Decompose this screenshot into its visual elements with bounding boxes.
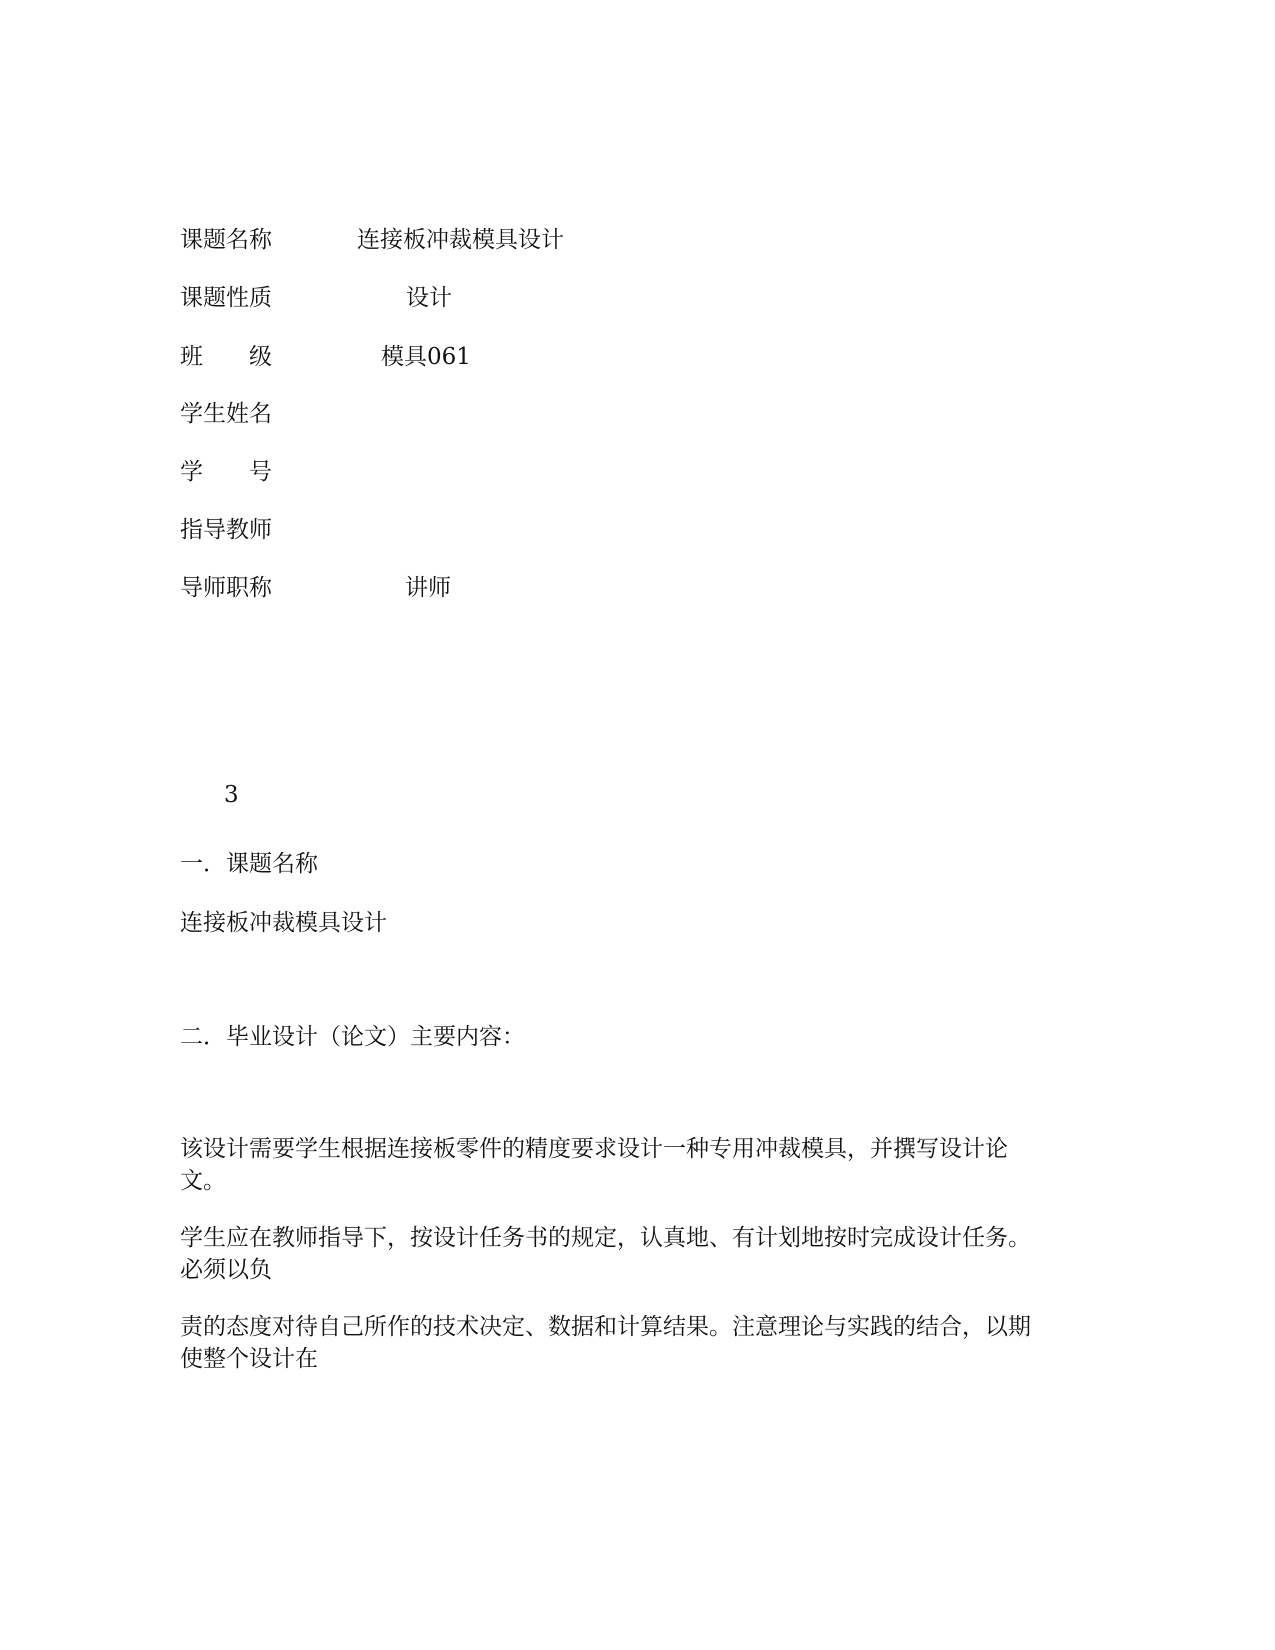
field-label-class: 班 级 — [180, 344, 272, 370]
paragraph: 学生应在教师指导下，按设计任务书的规定，认真地、有计划地按时完成设计任务。必须以负 — [180, 1225, 1031, 1283]
paragraph: 该设计需要学生根据连接板零件的精度要求设计一种专用冲裁模具，并撰写设计论文。 — [180, 1136, 1008, 1194]
field-label-advisor: 指导教师 — [180, 517, 272, 543]
section-heading-topic-name: 一．课题名称 — [180, 851, 318, 877]
field-value-topic-name: 连接板冲裁模具设计 — [357, 227, 564, 253]
field-label-advisor-title: 导师职称 — [180, 575, 272, 601]
paragraph: 责的态度对待自己所作的技术决定、数据和计算结果。注意理论与实践的结合，以期使整个设计在 — [180, 1314, 1031, 1372]
field-value-class: 模具061 — [381, 344, 471, 370]
field-value-advisor-title: 讲师 — [405, 575, 451, 601]
field-label-topic-name: 课题名称 — [180, 227, 272, 253]
field-label-student-name: 学生姓名 — [180, 401, 272, 427]
section-body-topic-name: 连接板冲裁模具设计 — [180, 910, 387, 936]
page-number: 3 — [224, 782, 239, 808]
field-label-topic-nature: 课题性质 — [180, 285, 272, 311]
section-heading-main-content: 二．毕业设计（论文）主要内容： — [180, 1024, 525, 1050]
field-label-student-id: 学 号 — [180, 459, 272, 485]
field-value-topic-nature: 设计 — [406, 285, 452, 311]
